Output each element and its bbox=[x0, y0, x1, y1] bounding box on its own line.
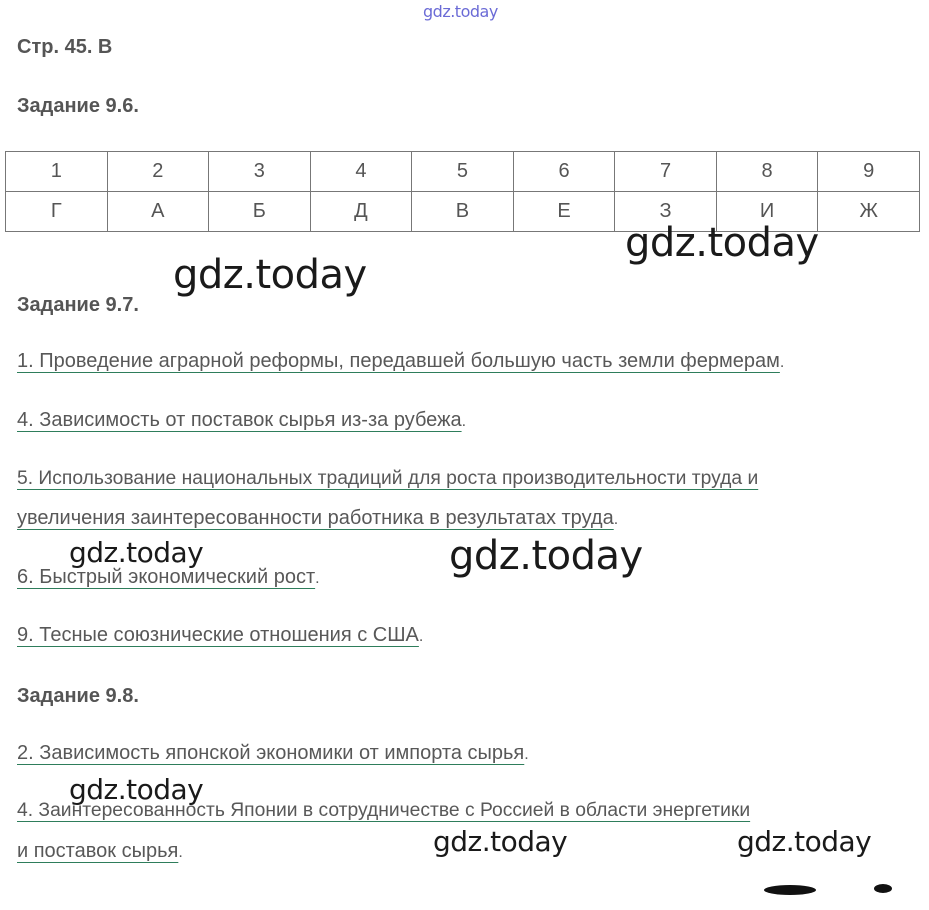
table-cell: Д bbox=[310, 192, 412, 232]
ink-blot bbox=[764, 885, 816, 895]
list-item: 4. Зависимость от поставок сырья из-за рубежа. bbox=[17, 409, 467, 431]
list-item: 6. Быстрый экономический рост. bbox=[17, 566, 320, 588]
table-cell: 8 bbox=[716, 152, 818, 192]
watermark: gdz.today bbox=[69, 773, 204, 806]
watermark: gdz.today bbox=[173, 252, 367, 298]
list-item: 2. Зависимость японской экономики от импорта сырья. bbox=[17, 742, 529, 764]
watermark-top: gdz.today bbox=[423, 2, 498, 21]
table-cell: 2 bbox=[107, 152, 209, 192]
watermark: gdz.today bbox=[69, 536, 204, 569]
task-9-7-title: Задание 9.7. bbox=[17, 294, 139, 316]
table-cell: 6 bbox=[513, 152, 615, 192]
list-item: 4. Заинтересованность Японии в сотрудничестве с Россией в области энергетики bbox=[17, 800, 751, 821]
table-cell: 7 bbox=[615, 152, 717, 192]
table-cell: Ж bbox=[818, 192, 920, 232]
watermark: gdz.today bbox=[449, 533, 643, 579]
page-header: Стр. 45. В bbox=[17, 36, 113, 58]
table-cell: 9 bbox=[818, 152, 920, 192]
table-cell: В bbox=[412, 192, 514, 232]
watermark: gdz.today bbox=[737, 825, 872, 858]
list-item: и поставок сырья. bbox=[17, 840, 183, 862]
table-cell: З bbox=[615, 192, 717, 232]
table-cell: 1 bbox=[6, 152, 108, 192]
watermark: gdz.today bbox=[625, 220, 819, 266]
table-cell: 3 bbox=[209, 152, 311, 192]
table-cell: И bbox=[716, 192, 818, 232]
list-item: 1. Проведение аграрной реформы, передавшей большую часть земли фермерам. bbox=[17, 350, 785, 372]
task-9-6-title: Задание 9.6. bbox=[17, 95, 139, 117]
list-item: 9. Тесные союзнические отношения с США. bbox=[17, 624, 424, 646]
table-cell: Е bbox=[513, 192, 615, 232]
table-cell: 4 bbox=[310, 152, 412, 192]
table-row-numbers bbox=[6, 152, 920, 192]
ink-blot bbox=[874, 884, 892, 893]
table-cell: 5 bbox=[412, 152, 514, 192]
table-cell: Г bbox=[6, 192, 108, 232]
watermark: gdz.today bbox=[433, 825, 568, 858]
table-cell: А bbox=[107, 192, 209, 232]
list-item: увеличения заинтересованности работника в результатах труда. bbox=[17, 507, 619, 529]
list-item: 5. Использование национальных традиций для роста производительности труда и bbox=[17, 468, 759, 489]
table-cell: Б bbox=[209, 192, 311, 232]
task-9-8-title: Задание 9.8. bbox=[17, 685, 139, 707]
